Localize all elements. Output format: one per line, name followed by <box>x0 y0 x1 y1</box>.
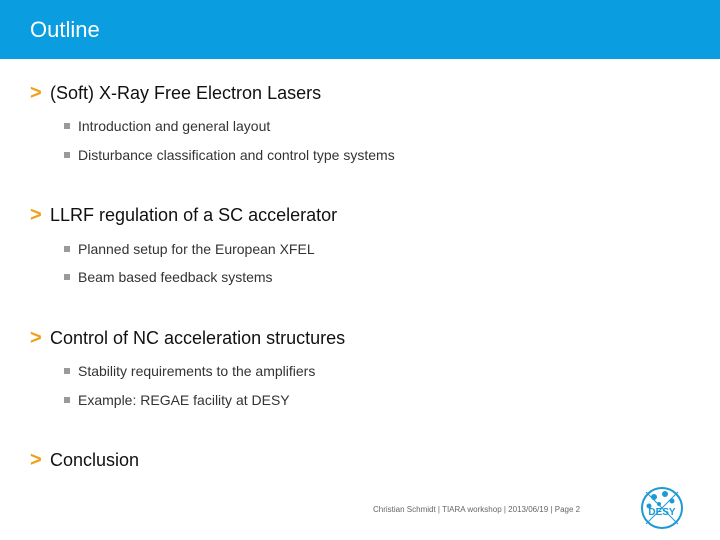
section-label: Control of NC acceleration structures <box>50 328 346 348</box>
chevron-right-icon: > <box>30 449 42 471</box>
bullet-item <box>64 362 315 380</box>
square-bullet-icon <box>64 368 70 374</box>
bullet-item <box>64 240 315 258</box>
section-heading-nc <box>30 326 345 350</box>
bullet-item <box>64 146 395 164</box>
section-heading-xfel <box>30 81 321 105</box>
square-bullet-icon <box>64 152 70 158</box>
section-label: (Soft) X-Ray Free Electron Lasers <box>50 83 322 103</box>
bullet-label: Introduction and general layout <box>78 118 271 134</box>
slide-title: Outline <box>30 17 100 42</box>
square-bullet-icon <box>64 123 70 129</box>
section-heading-conclusion <box>30 448 139 472</box>
square-bullet-icon <box>64 274 70 280</box>
desy-logo-icon <box>638 484 686 532</box>
bullet-item <box>64 391 290 409</box>
desy-logo-graphic <box>638 484 686 532</box>
bullet-label: Beam based feedback systems <box>78 269 273 285</box>
section-label: LLRF regulation of a SC accelerator <box>50 205 338 225</box>
bullet-item <box>64 268 273 286</box>
bullet-item <box>64 117 270 135</box>
section-label: Conclusion <box>50 450 140 470</box>
bullet-label: Planned setup for the European XFEL <box>78 241 315 257</box>
bullet-label: Example: REGAE facility at DESY <box>78 392 290 408</box>
section-heading-llrf <box>30 203 337 227</box>
square-bullet-icon <box>64 246 70 252</box>
bullet-label: Stability requirements to the amplifiers <box>78 363 316 379</box>
chevron-right-icon: > <box>30 204 42 226</box>
chevron-right-icon: > <box>30 82 42 104</box>
square-bullet-icon <box>64 397 70 403</box>
slide-footer: Christian Schmidt | TIARA workshop | 2013/06/19 | Page 2 <box>373 505 581 514</box>
bullet-label: Disturbance classification and control type systems <box>78 147 395 163</box>
title-bar <box>0 0 720 59</box>
chevron-right-icon: > <box>30 327 42 349</box>
logo-text: DESY <box>648 507 676 518</box>
